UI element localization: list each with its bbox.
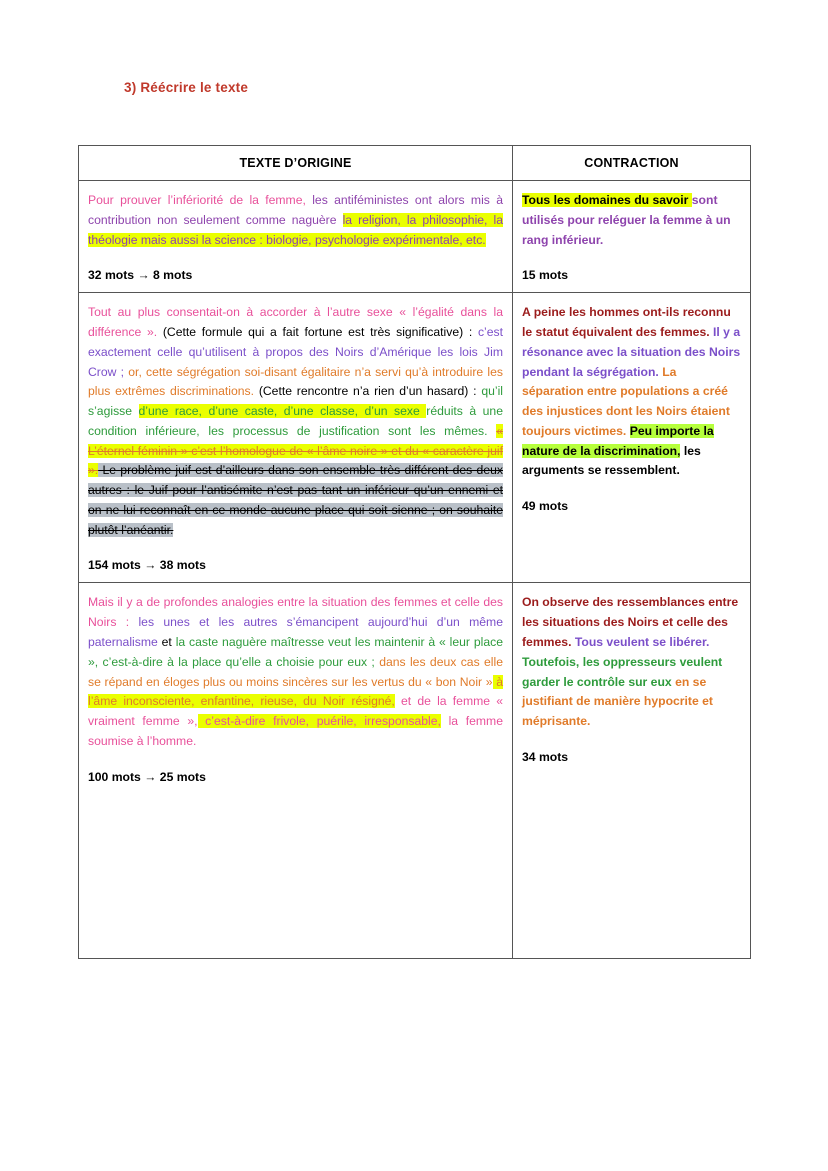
text-segment: sont utilisés pour reléguer la femme à un rang inférieur.	[522, 193, 731, 247]
origin-word-count-2: 154 mots → 38 mots	[88, 558, 206, 573]
text-segment: la femme soumise à l’homme.	[88, 714, 503, 748]
rewrite-table	[78, 145, 751, 959]
text-segment: c’est exactement celle qu’utilisent à propos des Noirs d’Amérique les lois Jim Crow ;	[88, 325, 503, 379]
contraction-word-count-1: 15 mots	[522, 268, 569, 283]
table-row	[79, 583, 751, 959]
contraction-word-count-2: 49 mots	[522, 499, 569, 514]
page-title: 3) Réécrire le texte	[124, 80, 249, 95]
contraction-text-2	[522, 303, 741, 481]
text-segment: or, cette ségrégation soi-disant égalitaire n’a servi qu’à introduire les plus extrêmes discriminations.	[88, 364, 503, 399]
text-segment: La séparation entre populations a créé des injustices dont les Noirs étaient toujours victimes.	[522, 364, 730, 438]
origin-cell-2	[79, 293, 513, 583]
text-segment: et	[161, 635, 176, 650]
table-header-row	[79, 146, 751, 181]
contraction-cell-2	[513, 293, 751, 583]
text-segment: à l’âme inconsciente, enfantine, rieuse, du Noir résigné,	[88, 674, 503, 709]
text-segment: Tous les domaines du savoir	[522, 193, 692, 207]
origin-text-2	[88, 303, 503, 540]
table-row	[79, 293, 751, 583]
text-segment: Pour prouver l’infériorité de la femme,	[88, 193, 313, 207]
contraction-word-count-3: 34 mots	[522, 749, 569, 764]
text-segment: Tout au plus consentait-on à accorder à l’autre sexe « l’égalité dans la différence ».	[88, 305, 503, 340]
text-segment: Toutefois, les oppresseurs veulent garder le contrôle sur eux	[522, 654, 723, 689]
text-segment: Le problème juif est d’ailleurs dans son ensemble très différent des deux autres : le Juif pour l’antisémite n’est pas tant un inférieur qu’un ennemi et on ne lui reconnaît en ce monde aucune place qui soit sienne ; on souhaite plutôt l’anéantir.	[88, 463, 503, 537]
column-header-origin: TEXTE D’ORIGINE	[79, 146, 513, 181]
text-segment: la caste naguère maîtresse veut les maintenir à « leur place », c’est-à-dire à la place qu’elle a choisie pour eux ;	[88, 635, 503, 669]
text-segment: les antiféministes ont alors mis à contribution non seulement comme naguère	[88, 193, 503, 227]
text-segment: la religion, la philosophie, la théologie mais aussi la science : biologie, psychologie expérimentale, etc.	[88, 212, 503, 247]
text-segment: Tous veulent se libérer.	[574, 635, 710, 650]
text-segment: (Cette formule qui a fait fortune est très significative) :	[162, 325, 478, 340]
contraction-cell-3	[513, 583, 751, 959]
origin-text-1	[88, 191, 503, 250]
text-segment: réduits à une condition inférieure, les processus de justification sont les mêmes.	[88, 404, 503, 438]
origin-text-3	[88, 593, 503, 751]
text-segment: les arguments se ressemblent.	[522, 443, 701, 478]
table-row	[79, 181, 751, 293]
text-segment: Mais il y a de profondes analogies entre la situation des femmes et celle des Noirs :	[88, 595, 503, 630]
text-segment: Peu importe la nature de la discrimination,	[522, 423, 714, 458]
text-segment: qu’il s’agisse	[88, 384, 503, 419]
text-segment: « L’éternel féminin » c’est l’homologue de « l’âme noire » et du « caractère juif ».	[88, 423, 503, 478]
text-segment: d’une race, d’une caste, d’une classe, d’un sexe	[138, 404, 427, 419]
origin-cell-1	[79, 181, 513, 293]
text-segment: On observe des ressemblances entre les situations des Noirs et celle des femmes.	[522, 595, 739, 650]
text-segment: en se justifiant de manière hypocrite et méprisante.	[522, 674, 713, 729]
origin-word-count-3: 100 mots → 25 mots	[88, 769, 206, 784]
origin-cell-3	[79, 583, 513, 959]
text-segment: c’est-à-dire frivole, puérile, irresponsable,	[197, 714, 441, 729]
text-segment: et de la femme « vraiment femme »,	[88, 694, 503, 729]
text-segment: les unes et les autres s’émancipent aujourd’hui d’un même paternalisme	[88, 615, 503, 650]
contraction-text-1	[522, 191, 741, 250]
empty-space	[88, 784, 503, 904]
column-header-contraction: CONTRACTION	[513, 146, 751, 181]
text-segment: A peine les hommes ont-ils reconnu le statut équivalent des femmes.	[522, 305, 731, 340]
text-segment: dans les deux cas elle se répand en éloges plus ou moins sincères sur les vertus du « bon Noir »	[88, 654, 504, 689]
contraction-text-3	[522, 593, 741, 731]
contraction-cell-1	[513, 181, 751, 293]
origin-word-count-1: 32 mots → 8 mots	[88, 268, 193, 283]
text-segment: (Cette rencontre n’a rien d’un hasard) :	[258, 384, 482, 399]
text-segment: Il y a résonance avec la situation des Noirs pendant la ségrégation.	[522, 325, 741, 379]
